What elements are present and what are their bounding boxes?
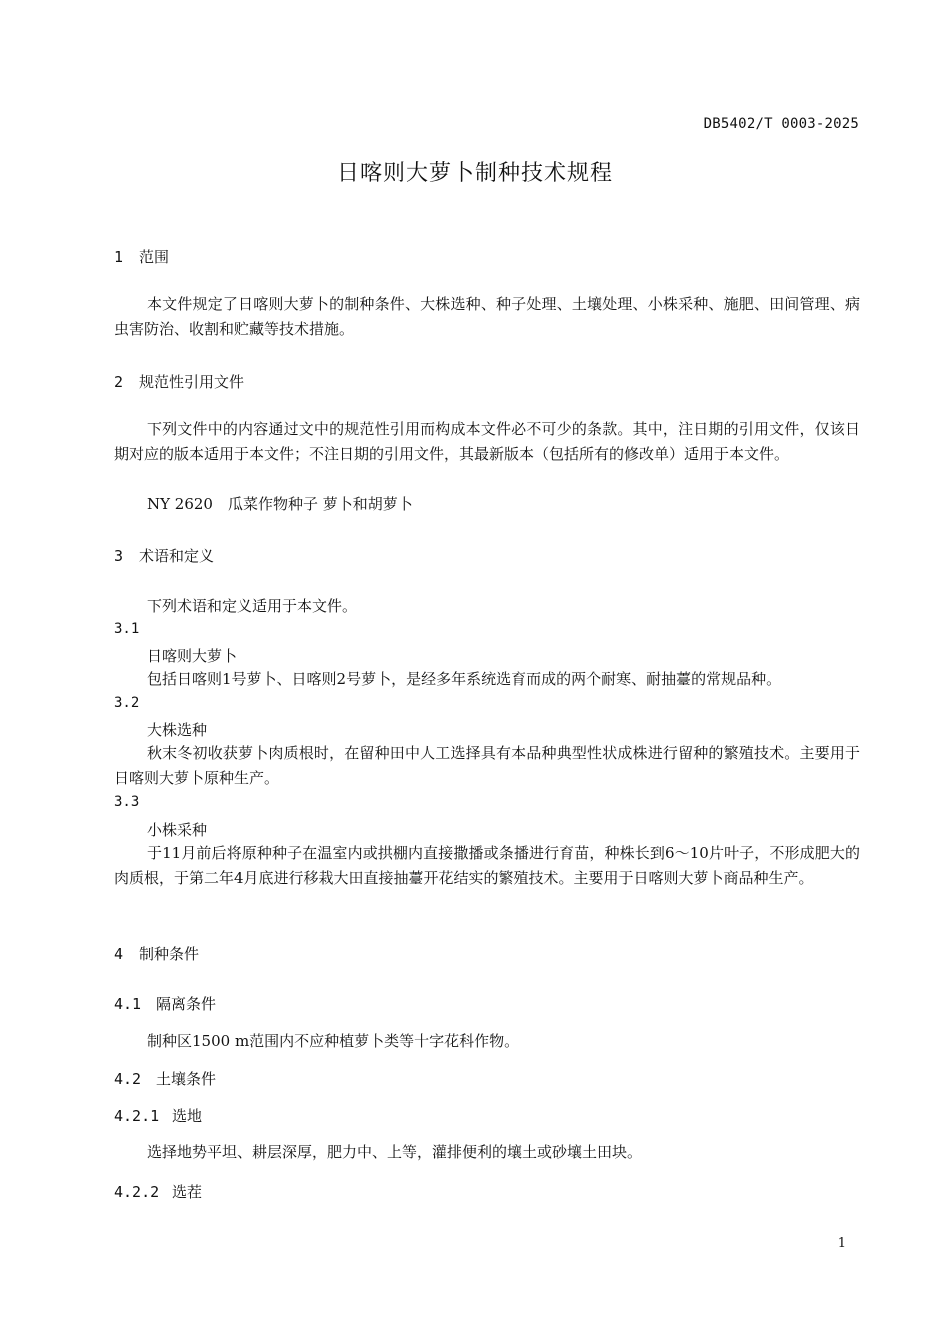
section-title: 制种条件 xyxy=(139,945,200,963)
term-name: 小株采种 xyxy=(147,821,208,839)
document-title: 日喀则大萝卜制种技术规程 xyxy=(336,161,613,186)
subsection-heading-4-1 xyxy=(114,993,216,1014)
section-number: 4.1 xyxy=(114,995,142,1013)
term-definition: 秋末冬初收获萝卜肉质根时，在留种田中人工选择具有本品种典型性状成株进行留种的繁殖技术。主要用于日喀则大萝卜原种生产。 xyxy=(114,744,860,787)
term-definition: 包括日喀则1号萝卜、日喀则2号萝卜，是经多年系统选育而成的两个耐寒、耐抽薹的常规品种。 xyxy=(147,670,782,688)
subsection-heading-4-2-1 xyxy=(114,1105,202,1126)
normative-reference: NY 2620 瓜菜作物种子 萝卜和胡萝卜 xyxy=(147,495,413,513)
section-1-paragraph: 本文件规定了日喀则大萝卜的制种条件、大株选种、种子处理、土壤处理、小株采种、施肥、田间管理、病虫害防治、收割和贮藏等技术措施。 xyxy=(114,295,860,338)
section-heading-1 xyxy=(114,246,169,267)
subsection-4-2-1-paragraph: 选择地势平坦、耕层深厚，肥力中、上等，灌排便利的壤土或砂壤土田块。 xyxy=(147,1143,643,1161)
page-number: 1 xyxy=(837,1236,846,1251)
term-name: 大株选种 xyxy=(147,721,208,739)
section-title: 术语和定义 xyxy=(139,547,215,565)
section-number: 4.2.2 xyxy=(114,1183,160,1201)
section-number: 1 xyxy=(114,248,124,266)
section-title: 土壤条件 xyxy=(156,1070,217,1088)
section-2-paragraph: 下列文件中的内容通过文中的规范性引用而构成本文件必不可少的条款。其中，注日期的引用文件，仅该日期对应的版本适用于本文件；不注日期的引用文件，其最新版本（包括所有的修改单）适用于本文件。 xyxy=(114,420,860,463)
section-title: 范围 xyxy=(139,248,170,266)
section-number: 4.2 xyxy=(114,1070,142,1088)
term-definition: 于11月前后将原种种子在温室内或拱棚内直接撒播或条播进行育苗，种株长到6～10片叶子，不形成肥大的肉质根，于第二年4月底进行移栽大田直接抽薹开花结实的繁殖技术。主要用于日喀则大萝卜商品种生产。 xyxy=(114,844,860,887)
subsection-4-1-paragraph: 制种区1500 m范围内不应种植萝卜类等十字花科作物。 xyxy=(147,1032,520,1050)
section-number: 3 xyxy=(114,547,124,565)
section-number: 4.2.1 xyxy=(114,1107,160,1125)
section-title: 选茬 xyxy=(172,1183,203,1201)
section-title: 规范性引用文件 xyxy=(139,373,245,391)
section-number: 4 xyxy=(114,945,124,963)
section-3-intro: 下列术语和定义适用于本文件。 xyxy=(147,597,358,615)
section-heading-3 xyxy=(114,545,214,566)
section-number: 2 xyxy=(114,373,124,391)
term-number: 3.3 xyxy=(114,794,140,810)
section-heading-4 xyxy=(114,943,199,964)
section-title: 选地 xyxy=(172,1107,203,1125)
subsection-heading-4-2-2 xyxy=(114,1181,202,1202)
section-title: 隔离条件 xyxy=(156,995,217,1013)
term-number: 3.2 xyxy=(114,695,140,711)
section-heading-2 xyxy=(114,371,244,392)
term-name: 日喀则大萝卜 xyxy=(147,647,238,665)
term-number: 3.1 xyxy=(114,621,140,637)
document-code: DB5402/T 0003-2025 xyxy=(703,116,859,132)
subsection-heading-4-2 xyxy=(114,1068,216,1089)
